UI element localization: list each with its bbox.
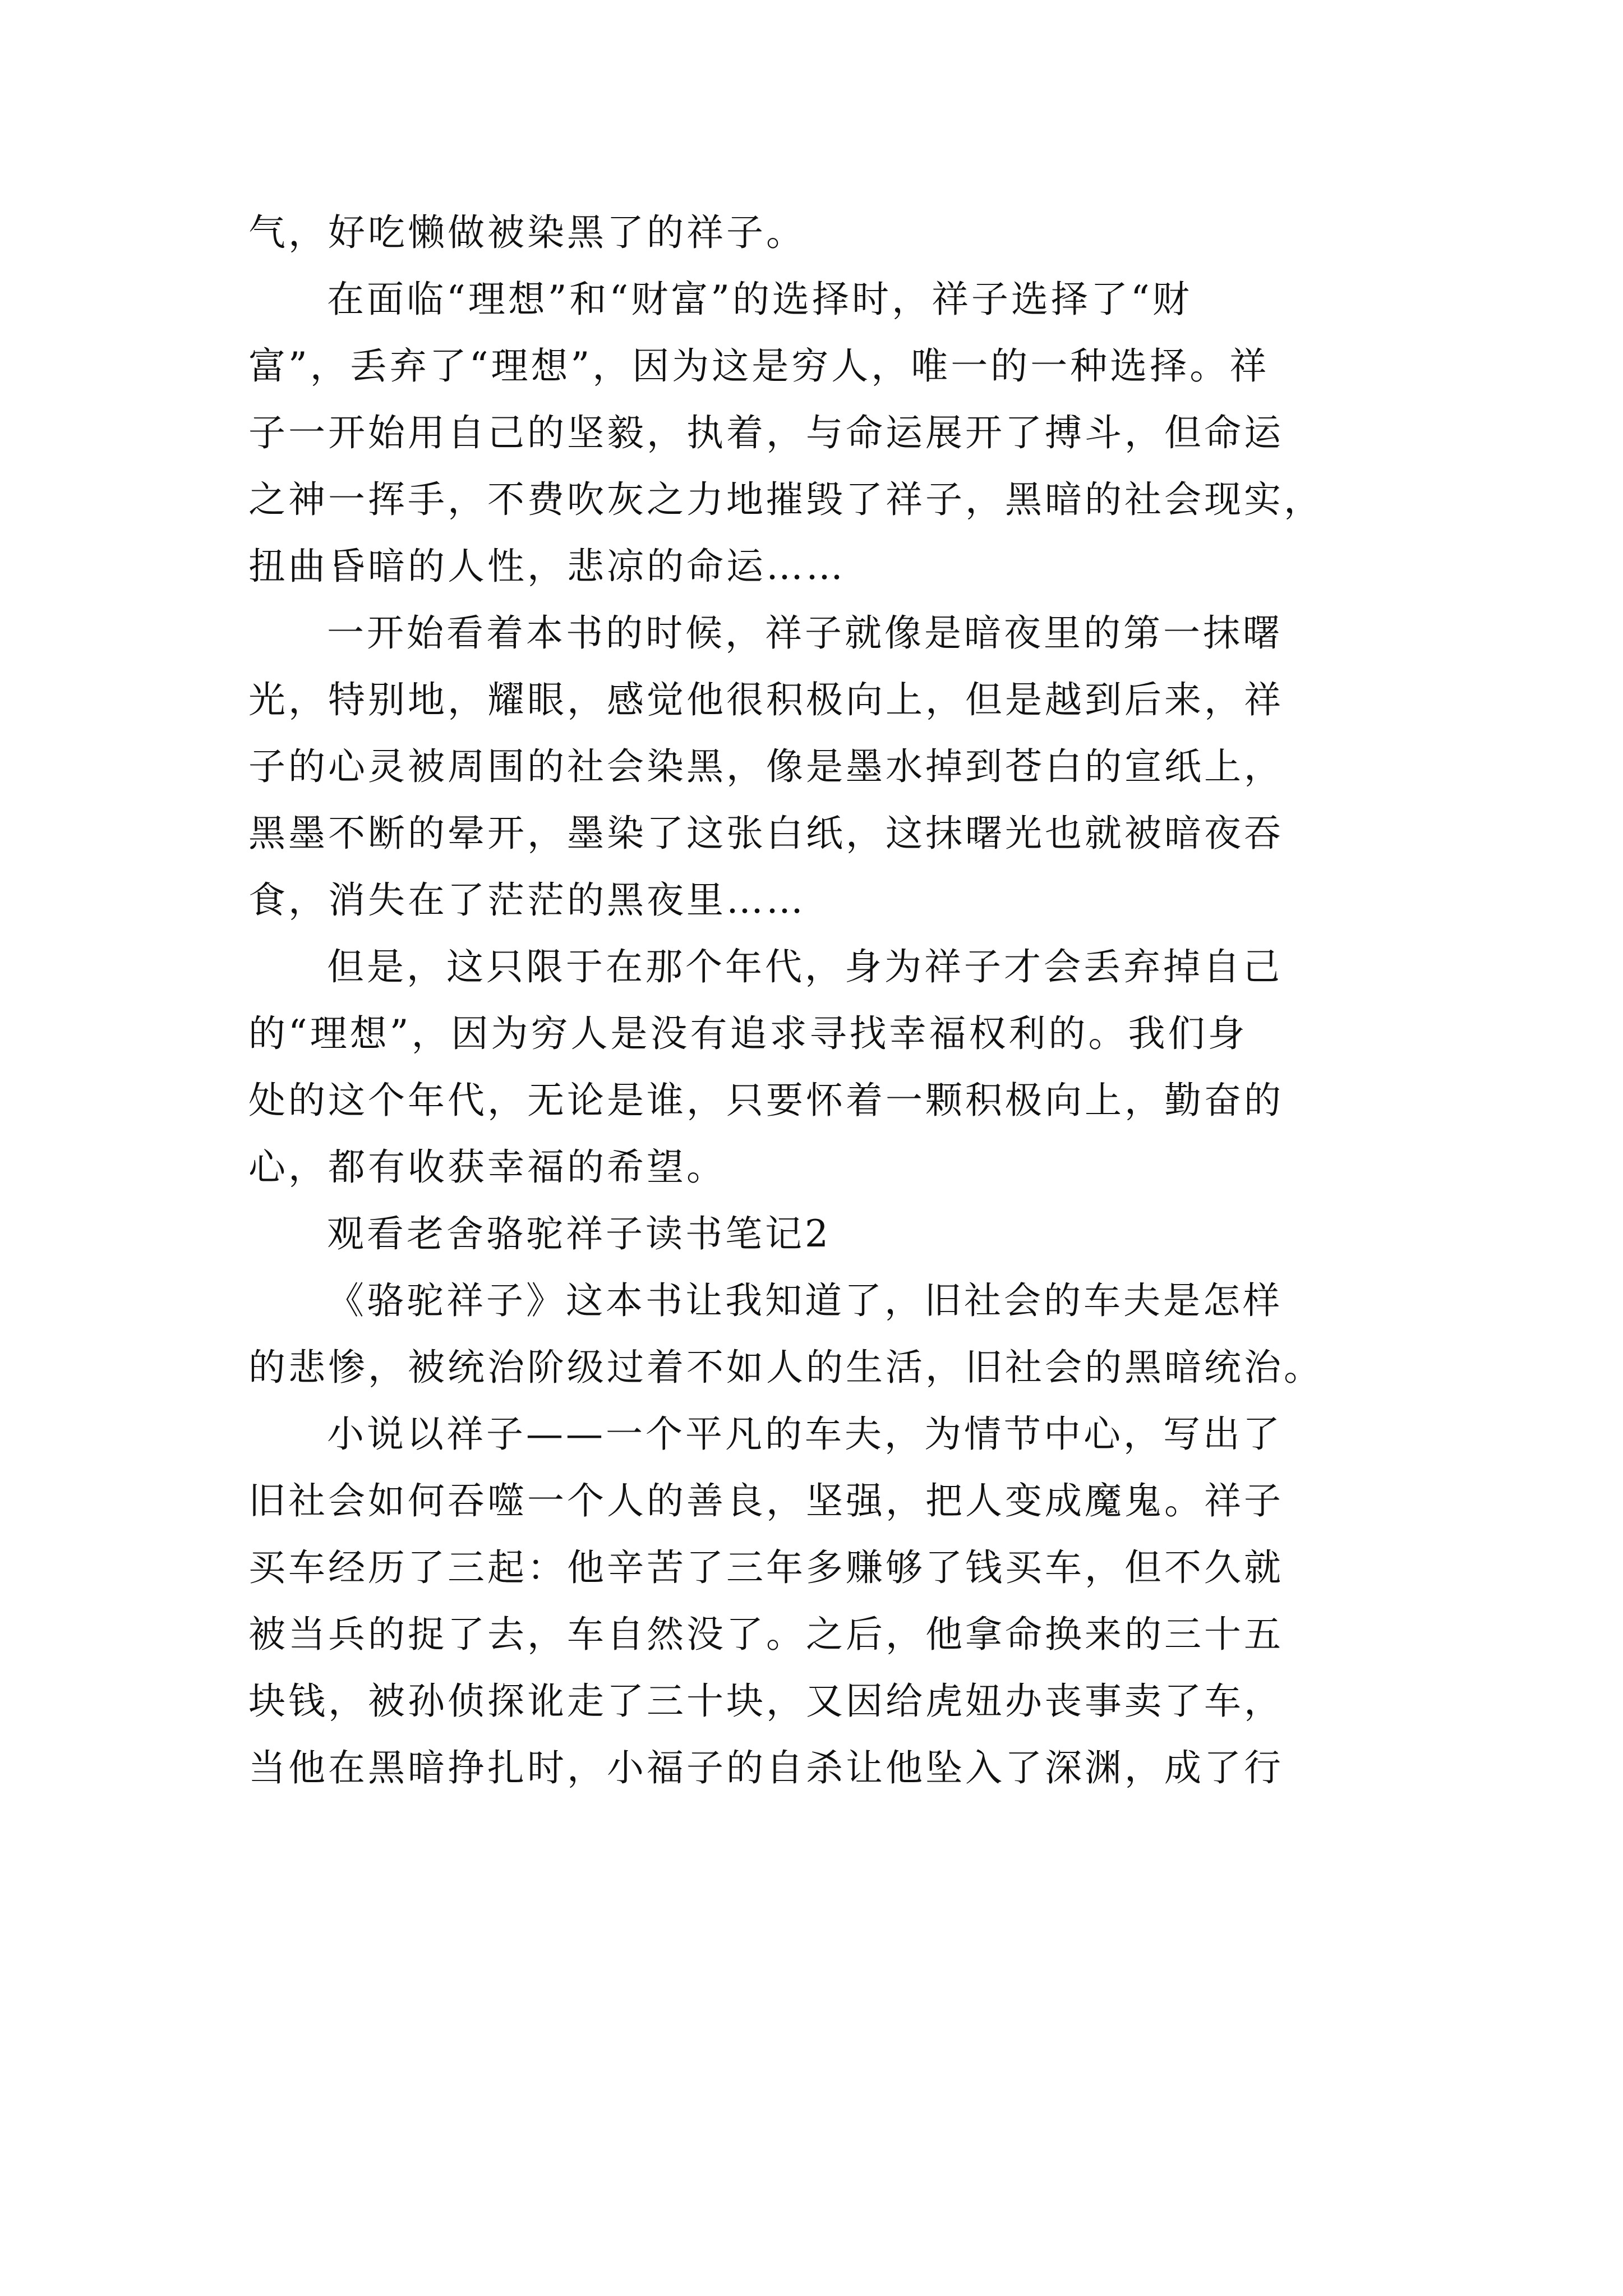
text-line: 的“理想”，因为穷人是没有追求寻找幸福权利的。我们身	[248, 1012, 1248, 1055]
text-line: 心，都有收获幸福的希望。	[248, 1145, 726, 1189]
text-line: 气，好吃懒做被染黑了的祥子。	[248, 211, 806, 254]
section-heading	[248, 1200, 1395, 1267]
section-heading-text: 观看老舍骆驼祥子读书笔记2	[327, 1212, 831, 1255]
text-line: 当他在黑暗挣扎时，小福子的自杀让他坠入了深渊，成了行	[248, 1746, 1284, 1789]
text-line: 《骆驼祥子》这本书让我知道了，旧社会的车夫是怎样	[327, 1279, 1283, 1322]
paragraph	[248, 600, 1395, 933]
paragraph	[248, 1267, 1395, 1401]
paragraph	[248, 199, 1395, 266]
text-line: 旧社会如何吞噬一个人的善良，坚强，把人变成魔鬼。祥子	[248, 1479, 1284, 1522]
text-line: 但是，这只限于在那个年代，身为祥子才会丢弃掉自己	[327, 945, 1283, 988]
text-line: 之神一挥手，不费吹灰之力地摧毁了祥子，黑暗的社会现实，	[248, 478, 1324, 521]
paragraph	[248, 266, 1395, 600]
text-line: 小说以祥子——一个平凡的车夫，为情节中心，写出了	[327, 1412, 1283, 1456]
text-line: 被当兵的捉了去，车自然没了。之后，他拿命换来的三十五	[248, 1613, 1284, 1656]
body-text	[248, 199, 1395, 1801]
text-line: 子的心灵被周围的社会染黑，像是墨水掉到苍白的宣纸上，	[248, 745, 1284, 788]
text-line: 食，消失在了茫茫的黑夜里……	[248, 878, 806, 922]
text-line: 的悲惨，被统治阶级过着不如人的生活，旧社会的黑暗统治。	[248, 1346, 1324, 1389]
text-line: 光，特别地，耀眼，感觉他很积极向上，但是越到后来，祥	[248, 678, 1284, 721]
text-line: 在面临“理想”和“财富”的选择时，祥子选择了“财	[327, 278, 1192, 321]
text-line: 子一开始用自己的坚毅，执着，与命运展开了搏斗，但命运	[248, 411, 1284, 454]
text-line: 处的这个年代，无论是谁，只要怀着一颗积极向上，勤奋的	[248, 1079, 1284, 1122]
paragraph	[248, 1401, 1395, 1801]
text-line: 富”，丢弃了“理想”，因为这是穷人，唯一的一种选择。祥	[248, 344, 1270, 388]
text-line: 买车经历了三起：他辛苦了三年多赚够了钱买车，但不久就	[248, 1546, 1284, 1589]
text-line: 扭曲昏暗的人性，悲凉的命运……	[248, 545, 846, 588]
paragraph	[248, 933, 1395, 1200]
text-line: 一开始看着本书的时候，祥子就像是暗夜里的第一抹曙	[327, 611, 1283, 655]
text-line: 块钱，被孙侦探讹走了三十块，又因给虎妞办丧事卖了车，	[248, 1680, 1284, 1723]
text-line: 黑墨不断的晕开，墨染了这张白纸，这抹曙光也就被暗夜吞	[248, 812, 1284, 855]
